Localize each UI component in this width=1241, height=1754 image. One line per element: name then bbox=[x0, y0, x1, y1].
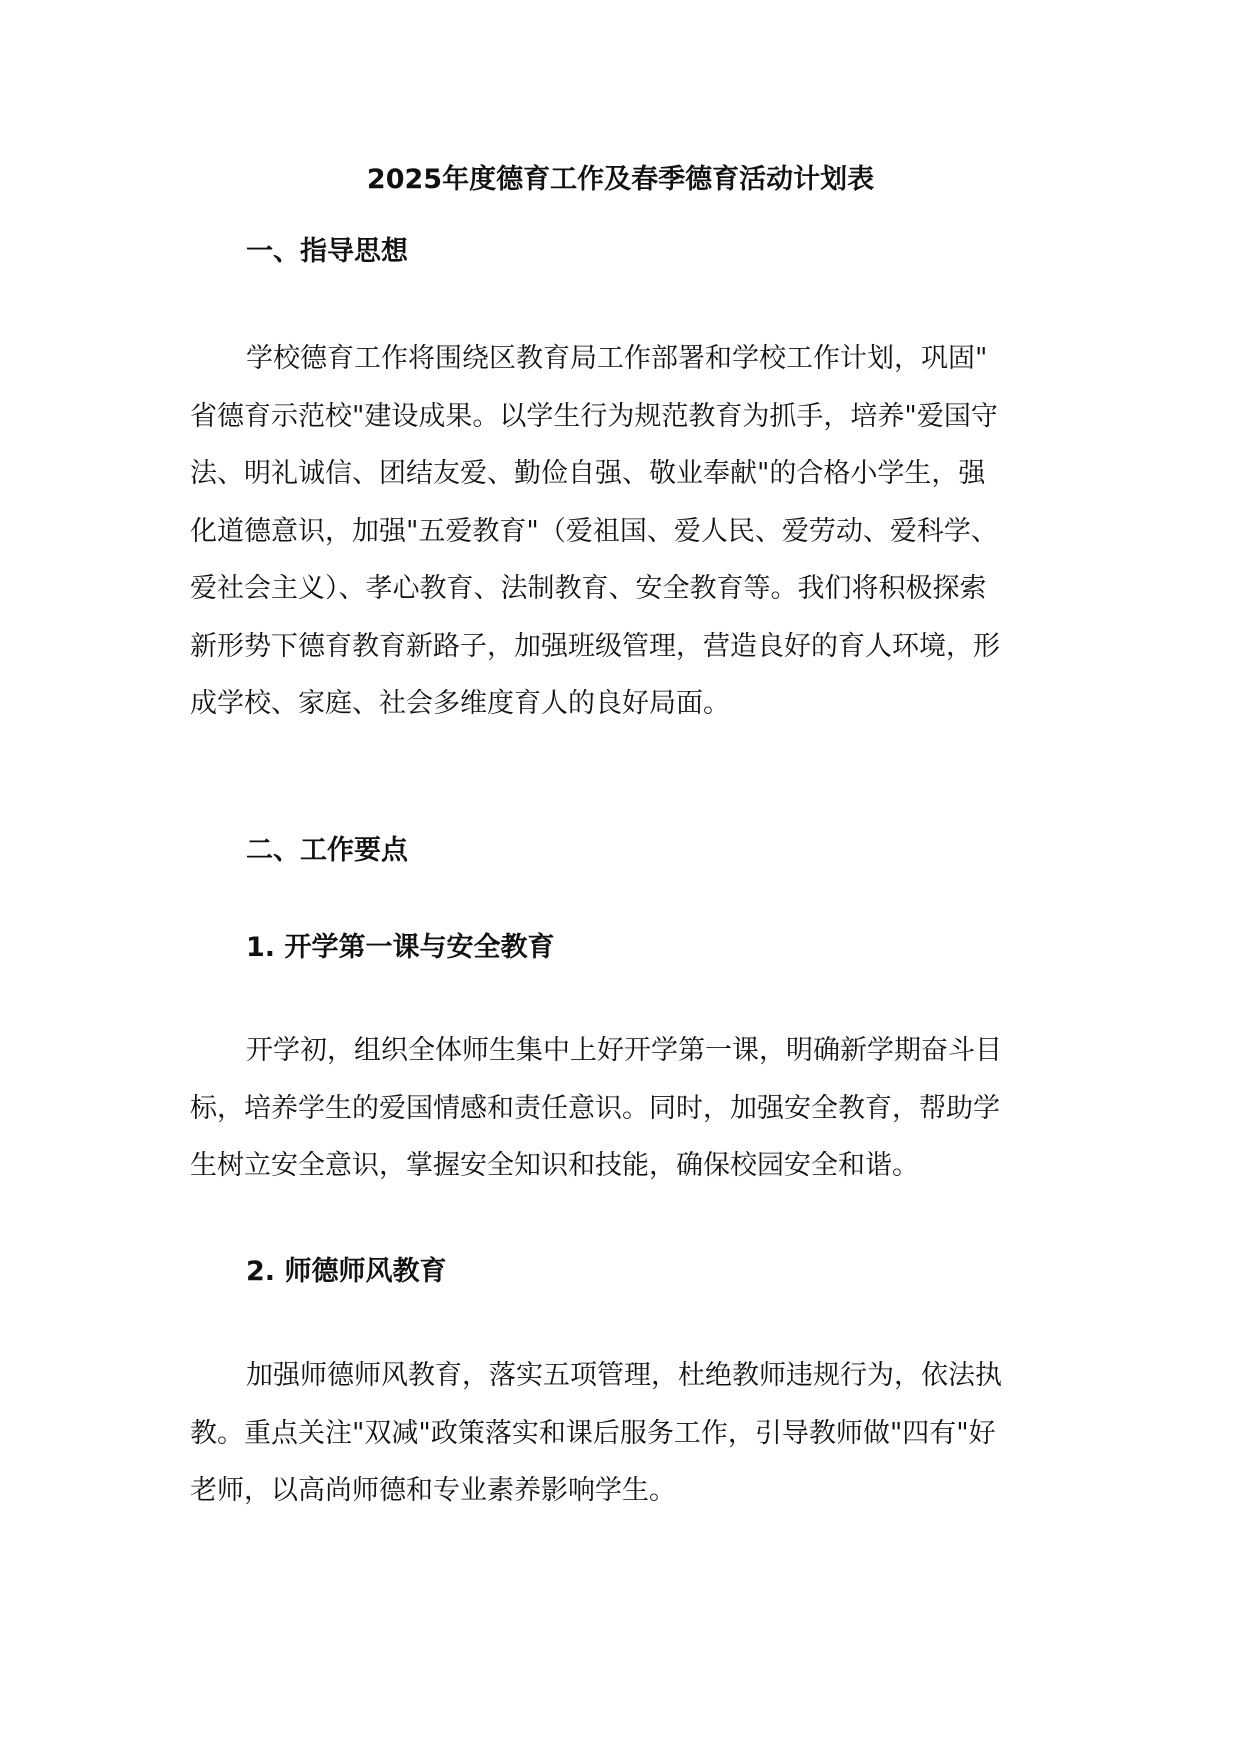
paragraph-line: 开学初，组织全体师生集中上好开学第一课，明确新学期奋斗目 bbox=[246, 1035, 1002, 1066]
section-heading-work-points: 二、工作要点 bbox=[246, 835, 408, 866]
section-heading-guiding-thought: 一、指导思想 bbox=[246, 236, 408, 267]
paragraph-line: 教。重点关注"双减"政策落实和课后服务工作，引导教师做"四有"好 bbox=[190, 1417, 996, 1449]
paragraph-line: 加强师德师风教育，落实五项管理，杜绝教师违规行为，依法执 bbox=[246, 1360, 1002, 1391]
paragraph-guiding-thought bbox=[190, 330, 1070, 733]
subheading-teacher-ethics: 2. 师德师风教育 bbox=[246, 1256, 447, 1287]
paragraph-line: 标，培养学生的爱国情感和责任意识。同时，加强安全教育，帮助学 bbox=[190, 1092, 1000, 1124]
document-title: 2025年度德育工作及春季德育活动计划表 bbox=[366, 164, 875, 195]
paragraph-line: 老师，以高尚师德和专业素养影响学生。 bbox=[190, 1475, 676, 1506]
paragraph-line: 学校德育工作将围绕区教育局工作部署和学校工作计划，巩固" bbox=[246, 343, 988, 374]
paragraph-line: 成学校、家庭、社会多维度育人的良好局面。 bbox=[190, 688, 730, 719]
paragraph-first-lesson-safety bbox=[190, 1022, 1070, 1195]
paragraph-line: 爱社会主义）、孝心教育、法制教育、安全教育等。我们将积极探索 bbox=[190, 573, 987, 604]
subheading-first-lesson-safety: 1. 开学第一课与安全教育 bbox=[246, 932, 555, 963]
paragraph-line: 化道德意识，加强"五爱教育"（爱祖国、爱人民、爱劳动、爱科学、 bbox=[190, 515, 998, 547]
paragraph-line: 新形势下德育教育新路子，加强班级管理，营造良好的育人环境，形 bbox=[190, 630, 1000, 662]
paragraph-teacher-ethics bbox=[190, 1347, 1070, 1520]
paragraph-line: 法、明礼诚信、团结友爱、勤俭自强、敬业奉献"的合格小学生，强 bbox=[190, 458, 986, 489]
paragraph-line: 生树立安全意识，掌握安全知识和技能，确保校园安全和谐。 bbox=[190, 1150, 919, 1181]
paragraph-line: 省德育示范校"建设成果。以学生行为规范教育为抓手，培养"爱国守 bbox=[190, 400, 998, 432]
